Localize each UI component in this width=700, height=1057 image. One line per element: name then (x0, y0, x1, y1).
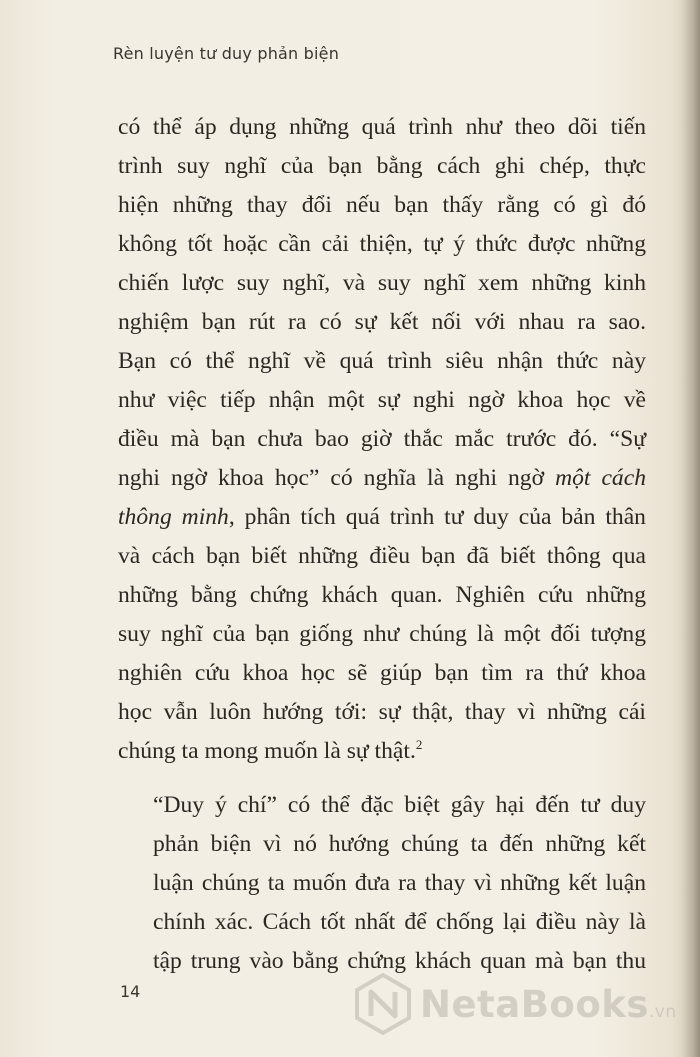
text-line (118, 732, 646, 771)
text-line: hiện những thay đổi nếu bạn thấy rằng có gì đó (118, 192, 646, 218)
text-line: Bạn có thể nghĩ về quá trình siêu nhận thức này (118, 348, 646, 374)
text-line: và cách bạn biết những điều bạn đã biết thông qua (118, 543, 646, 569)
text-line: tập trung vào bằng chứng khách quan mà bạn thu (153, 948, 646, 974)
watermark-brand: NetaBooks (420, 982, 649, 1026)
emphasis-text: thông minh (118, 504, 229, 530)
text-line: luận chúng ta muốn đưa ra thay vì những kết luận (153, 870, 646, 896)
text-line: “Duy ý chí” có thể đặc biệt gây hại đến tư duy (153, 792, 646, 818)
text-line: chính xác. Cách tốt nhất để chống lại điều này là (153, 909, 646, 935)
watermark-suffix: .vn (648, 1001, 677, 1022)
running-header: Rèn luyện tư duy phản biện (113, 44, 340, 63)
body-text (118, 108, 646, 981)
text-line: nghiên cứu khoa học sẽ giúp bạn tìm ra thứ khoa (118, 660, 646, 686)
emphasis-text: một cách (555, 465, 646, 491)
text-segment: chúng ta mong muốn là sự thật. (118, 738, 416, 764)
watermark (354, 972, 677, 1036)
paragraph-2 (118, 786, 646, 981)
text-line (118, 498, 646, 537)
text-line: suy nghĩ của bạn giống như chúng là một đối tượng (118, 621, 646, 647)
paragraph-1 (118, 108, 646, 771)
text-line: không tốt hoặc cần cải thiện, tự ý thức được những (118, 231, 646, 257)
page-number: 14 (120, 982, 141, 1001)
text-line: có thể áp dụng những quá trình như theo dõi tiến (118, 114, 646, 140)
text-line (118, 459, 646, 498)
text-segment: , phân tích quá trình tư duy của bản thân (228, 504, 646, 530)
text-line: điều mà bạn chưa bao giờ thắc mắc trước đó. “Sự (118, 426, 646, 452)
text-line: những bằng chứng khách quan. Nghiên cứu những (118, 582, 646, 608)
text-segment: nghi ngờ khoa học” có nghĩa là nghi ngờ (118, 465, 556, 491)
page-edge-shadow (682, 0, 700, 1057)
netabooks-logo-icon (354, 972, 412, 1036)
text-line: nghiệm bạn rút ra có sự kết nối với nhau ra sao. (118, 309, 646, 335)
text-line: trình suy nghĩ của bạn bằng cách ghi chép, thực (118, 153, 646, 179)
watermark-text (420, 983, 677, 1026)
text-line: như việc tiếp nhận một sự nghi ngờ khoa học về (118, 387, 646, 413)
text-line: học vẫn luôn hướng tới: sự thật, thay vì những cái (118, 699, 646, 725)
footnote-marker: 2 (415, 737, 423, 752)
text-line: phản biện vì nó hướng chúng ta đến những kết (153, 831, 646, 857)
text-line: chiến lược suy nghĩ, và suy nghĩ xem những kinh (118, 270, 646, 296)
